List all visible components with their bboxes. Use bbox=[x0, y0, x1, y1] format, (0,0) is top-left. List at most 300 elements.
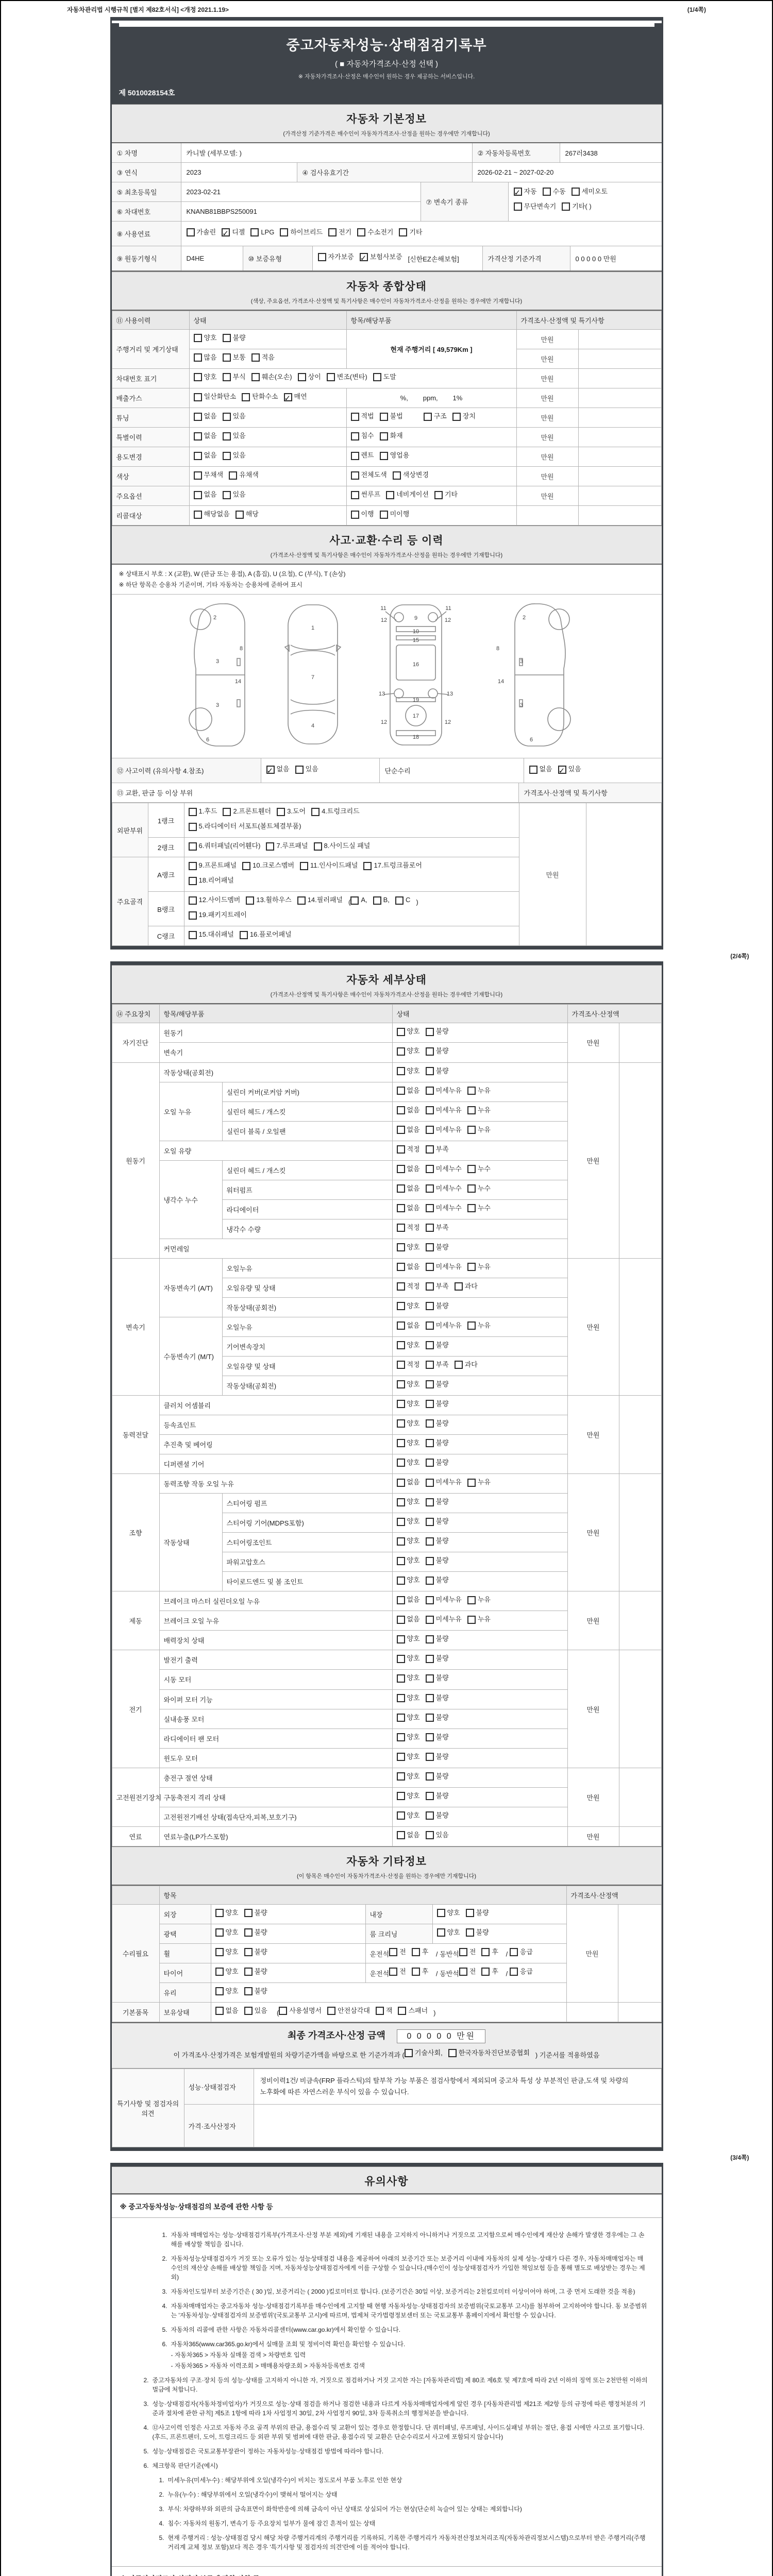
checkbox[interactable] bbox=[397, 1714, 405, 1722]
checkbox-label: 있음 bbox=[254, 2006, 267, 2014]
checkbox-line bbox=[397, 1496, 563, 1511]
checkbox-label: 없음 bbox=[407, 1831, 420, 1839]
checkbox[interactable] bbox=[240, 931, 248, 939]
checkbox-option bbox=[426, 1613, 462, 1626]
checkbox[interactable] bbox=[405, 2049, 413, 2057]
checkbox[interactable] bbox=[426, 1321, 434, 1330]
checkbox-label: 불량 bbox=[435, 1635, 449, 1643]
checkbox[interactable] bbox=[397, 1498, 405, 1506]
checkbox[interactable] bbox=[189, 862, 197, 870]
checkbox[interactable] bbox=[244, 1928, 253, 1937]
title-stripe bbox=[119, 23, 654, 27]
checkbox[interactable] bbox=[426, 1459, 434, 1467]
checkbox-label: 불량 bbox=[435, 1791, 449, 1800]
checkbox[interactable] bbox=[244, 1968, 253, 1976]
checkbox[interactable] bbox=[194, 353, 202, 362]
checkbox[interactable] bbox=[351, 413, 359, 421]
checkbox-line bbox=[266, 763, 324, 778]
checkbox[interactable] bbox=[426, 1694, 434, 1702]
checkbox[interactable] bbox=[300, 862, 308, 870]
checkbox[interactable] bbox=[350, 896, 359, 905]
notice-item bbox=[125, 2461, 648, 2470]
checkbox[interactable] bbox=[426, 1518, 434, 1526]
checkbox[interactable] bbox=[236, 511, 244, 519]
checkbox[interactable] bbox=[426, 1145, 434, 1154]
checkbox[interactable] bbox=[397, 1400, 405, 1408]
checkbox[interactable] bbox=[467, 1596, 476, 1604]
checkbox[interactable] bbox=[397, 1361, 405, 1369]
checkbox[interactable] bbox=[412, 1968, 420, 1976]
checkbox[interactable] bbox=[397, 1537, 405, 1546]
checkbox[interactable] bbox=[426, 1087, 434, 1095]
checkbox-line bbox=[215, 1946, 361, 1961]
checkbox[interactable] bbox=[297, 896, 306, 905]
checkbox-option bbox=[426, 1398, 449, 1411]
checkbox[interactable] bbox=[223, 452, 231, 460]
checkbox[interactable] bbox=[459, 1968, 467, 1976]
checkbox[interactable] bbox=[426, 1361, 434, 1369]
checkbox[interactable] bbox=[397, 1204, 405, 1212]
checkbox[interactable] bbox=[380, 511, 388, 519]
checkbox[interactable] bbox=[397, 1772, 405, 1781]
checkbox[interactable] bbox=[194, 511, 202, 519]
checkbox[interactable] bbox=[360, 253, 368, 261]
checkbox[interactable] bbox=[426, 1282, 434, 1291]
checkbox[interactable] bbox=[426, 1596, 434, 1604]
checkbox-option bbox=[397, 1613, 420, 1626]
checkbox[interactable] bbox=[189, 911, 197, 920]
checkbox[interactable] bbox=[194, 432, 202, 440]
checkbox[interactable] bbox=[397, 1184, 405, 1193]
status-cell bbox=[392, 1258, 567, 1278]
checkbox[interactable] bbox=[397, 1811, 405, 1820]
checkbox[interactable] bbox=[380, 413, 388, 421]
checkbox-label: 없음 bbox=[407, 1204, 420, 1212]
checkbox[interactable] bbox=[246, 896, 254, 905]
field-label-warranty-type: ⑩ 보증유형 bbox=[243, 246, 313, 270]
checkbox[interactable] bbox=[426, 1498, 434, 1506]
checkbox[interactable] bbox=[448, 2049, 457, 2057]
report-title-note: ※ 자동차가격조사·산정은 매수인이 원하는 경우 제공하는 서비스입니다. bbox=[298, 74, 475, 80]
checkbox[interactable] bbox=[194, 373, 202, 381]
checkbox[interactable] bbox=[357, 228, 365, 236]
checkbox[interactable] bbox=[426, 1831, 434, 1839]
checkbox[interactable] bbox=[397, 1243, 405, 1251]
checkbox-option bbox=[434, 488, 458, 501]
checkbox[interactable] bbox=[397, 1028, 405, 1036]
checkbox[interactable] bbox=[373, 896, 381, 905]
checkbox[interactable] bbox=[397, 1459, 405, 1467]
checkbox[interactable] bbox=[389, 1968, 397, 1976]
checkbox[interactable] bbox=[314, 842, 322, 851]
rank-row-1 bbox=[112, 803, 661, 838]
checkbox[interactable] bbox=[279, 2007, 287, 2015]
checkbox[interactable] bbox=[386, 491, 394, 499]
checkbox[interactable] bbox=[215, 1987, 224, 1995]
checkbox[interactable] bbox=[397, 1674, 405, 1683]
checkbox[interactable] bbox=[194, 452, 202, 460]
checkbox[interactable] bbox=[223, 334, 231, 342]
checkbox[interactable] bbox=[194, 491, 202, 499]
checkbox[interactable] bbox=[194, 471, 202, 480]
detail-state-table bbox=[112, 1004, 662, 1846]
checkbox[interactable] bbox=[397, 1321, 405, 1330]
checkbox[interactable] bbox=[393, 471, 401, 480]
notice-item-number: 6. bbox=[143, 2462, 149, 2470]
status-cell bbox=[392, 1101, 567, 1121]
checkbox[interactable] bbox=[426, 1439, 434, 1447]
checkbox[interactable] bbox=[351, 432, 359, 440]
checkbox[interactable] bbox=[251, 373, 260, 381]
checkbox[interactable] bbox=[242, 862, 250, 870]
checkbox-label: 해당없음 bbox=[204, 510, 230, 518]
checkbox-option bbox=[437, 1907, 460, 1920]
checkbox[interactable] bbox=[397, 1635, 405, 1643]
device-cell: 전기 bbox=[112, 1650, 159, 1768]
checkbox[interactable] bbox=[311, 808, 320, 816]
notice-item-text: 성능·상태점검은 국토교통부장관이 정하는 자동차성능·상태점검 방법에 따라야 합니다. bbox=[152, 2448, 384, 2455]
checkbox[interactable] bbox=[426, 1302, 434, 1310]
checkbox[interactable] bbox=[397, 1694, 405, 1702]
checkbox[interactable] bbox=[426, 1811, 434, 1820]
checkbox-label: 양호 bbox=[407, 1791, 420, 1800]
checkbox[interactable] bbox=[189, 842, 197, 851]
checkbox[interactable] bbox=[466, 1909, 474, 1917]
checkbox[interactable] bbox=[351, 491, 359, 499]
checkbox[interactable] bbox=[426, 1165, 434, 1173]
checkbox[interactable] bbox=[280, 228, 288, 236]
checkbox[interactable] bbox=[426, 1106, 434, 1114]
checkbox[interactable] bbox=[397, 1302, 405, 1310]
checkbox[interactable] bbox=[562, 202, 570, 211]
checkbox[interactable] bbox=[426, 1067, 434, 1075]
checkbox-line bbox=[189, 928, 515, 943]
checkbox[interactable] bbox=[426, 1380, 434, 1388]
checkbox[interactable] bbox=[459, 1948, 467, 1956]
checkbox[interactable] bbox=[397, 1282, 405, 1291]
checkbox-label: 양호 bbox=[225, 1967, 239, 1975]
checkbox[interactable] bbox=[426, 1616, 434, 1624]
notice-item bbox=[125, 2423, 648, 2442]
checkbox[interactable] bbox=[426, 1243, 434, 1251]
checkbox[interactable] bbox=[426, 1204, 434, 1212]
status-cell bbox=[392, 1748, 567, 1768]
checkbox[interactable] bbox=[189, 896, 197, 905]
item-cell: 실린더 커버(로커암 커버) bbox=[222, 1082, 392, 1101]
checkbox[interactable] bbox=[437, 1928, 445, 1937]
checkbox[interactable] bbox=[426, 1714, 434, 1722]
checkbox[interactable] bbox=[397, 1733, 405, 1741]
checkbox-label: 썬루프 bbox=[361, 490, 381, 499]
checkbox[interactable] bbox=[215, 1909, 224, 1917]
checkbox[interactable] bbox=[452, 413, 461, 421]
checkbox-option bbox=[194, 410, 217, 423]
checkbox[interactable] bbox=[455, 1282, 463, 1291]
checkbox[interactable] bbox=[467, 1616, 476, 1624]
checkbox[interactable] bbox=[395, 896, 404, 905]
checkbox[interactable] bbox=[223, 373, 231, 381]
checkbox[interactable] bbox=[397, 1047, 405, 1056]
interior-options bbox=[432, 1904, 566, 1924]
status-cell bbox=[392, 1650, 567, 1670]
checkbox[interactable] bbox=[437, 1909, 445, 1917]
checkbox-label: 불량 bbox=[435, 1066, 449, 1075]
notice-item bbox=[125, 2447, 648, 2456]
checkbox[interactable] bbox=[397, 1557, 405, 1565]
checkbox-option bbox=[194, 469, 224, 482]
checkbox[interactable] bbox=[397, 1165, 405, 1173]
checkbox[interactable] bbox=[363, 862, 372, 870]
checkbox[interactable] bbox=[481, 1948, 490, 1956]
checkbox[interactable] bbox=[426, 1224, 434, 1232]
checkbox[interactable] bbox=[397, 1419, 405, 1428]
checkbox[interactable] bbox=[426, 1635, 434, 1643]
checkbox-option bbox=[426, 1456, 449, 1469]
checkbox[interactable] bbox=[284, 393, 292, 401]
checkbox[interactable] bbox=[397, 1577, 405, 1585]
checkbox[interactable] bbox=[426, 1577, 434, 1585]
checkbox-option bbox=[351, 469, 387, 482]
checkbox[interactable] bbox=[434, 491, 443, 499]
checkbox[interactable] bbox=[244, 1987, 253, 1995]
checkbox[interactable] bbox=[426, 1419, 434, 1428]
checkbox[interactable] bbox=[397, 1087, 405, 1095]
checkbox[interactable] bbox=[426, 1341, 434, 1349]
checkbox-option bbox=[266, 840, 308, 853]
checkbox[interactable] bbox=[328, 228, 337, 236]
checkbox-line bbox=[189, 820, 515, 835]
checkbox[interactable] bbox=[327, 373, 335, 381]
checkbox[interactable] bbox=[426, 1047, 434, 1056]
checkbox[interactable] bbox=[318, 253, 326, 261]
emission-options bbox=[189, 388, 346, 408]
checkbox-option bbox=[300, 859, 358, 872]
checkbox[interactable] bbox=[426, 1674, 434, 1683]
checkbox[interactable] bbox=[467, 1165, 476, 1173]
checkbox[interactable] bbox=[510, 1968, 518, 1976]
checkbox[interactable] bbox=[426, 1733, 434, 1741]
checkbox[interactable] bbox=[251, 353, 260, 362]
checkbox[interactable] bbox=[426, 1263, 434, 1271]
checkbox[interactable] bbox=[194, 334, 202, 342]
checkbox[interactable] bbox=[467, 1321, 476, 1330]
checkbox[interactable] bbox=[222, 228, 230, 236]
section-detail-title: 자동차 세부상태 bbox=[346, 974, 427, 987]
state-code-legend: ※ 상태표시 부호 : X (교환), W (판금 또는 용접), A (흠집), U (요철), C (부식), T (손상) bbox=[119, 570, 346, 578]
checkbox-label: 사용설명서 bbox=[289, 2006, 322, 2014]
checkbox-label: 미세누유 bbox=[435, 1086, 462, 1094]
checkbox-label: 기술사회, bbox=[414, 2048, 443, 2057]
checkbox-option bbox=[467, 1202, 491, 1215]
checkbox[interactable] bbox=[412, 1948, 420, 1956]
checkbox[interactable] bbox=[266, 842, 274, 851]
checkbox[interactable] bbox=[514, 188, 522, 196]
checkbox[interactable] bbox=[215, 1968, 224, 1976]
checkbox-option bbox=[455, 1359, 478, 1371]
checkbox[interactable] bbox=[215, 2007, 224, 2015]
checkbox[interactable] bbox=[244, 1948, 253, 1956]
checkbox[interactable] bbox=[397, 1479, 405, 1487]
checkbox[interactable] bbox=[426, 1537, 434, 1546]
checkbox-option bbox=[189, 805, 217, 818]
checkbox[interactable] bbox=[397, 1596, 405, 1604]
checkbox[interactable] bbox=[397, 1655, 405, 1663]
checkbox[interactable] bbox=[189, 808, 197, 816]
checkbox[interactable] bbox=[351, 471, 359, 480]
checkbox[interactable] bbox=[351, 511, 359, 519]
checkbox-label: 적정 bbox=[407, 1282, 420, 1290]
checkbox[interactable] bbox=[467, 1204, 476, 1212]
checkbox-label: 안전삼각대 bbox=[338, 2006, 370, 2014]
checkbox[interactable] bbox=[455, 1361, 463, 1369]
checkbox[interactable] bbox=[426, 1184, 434, 1193]
checkbox-label: A, bbox=[361, 896, 367, 904]
checkbox[interactable] bbox=[543, 188, 551, 196]
vin-value: KNANB81BBPS250091 bbox=[181, 202, 421, 221]
basic-row-reg-vin-trans bbox=[112, 182, 662, 222]
notice-item-text: 자동차 매매업자는 성능·상태점검기록부(가격조사·산정 부분 제외)에 기재된 내용을 고지하지 아니하거나 거짓으로 고지함으로써 매수인에게 재산상 손해가 발생한 경우에는 그 손해를 배상할 책임을 집니다. bbox=[171, 2231, 645, 2248]
checkbox[interactable] bbox=[373, 373, 381, 381]
checkbox-option bbox=[380, 449, 410, 462]
checkbox-line bbox=[397, 1633, 563, 1648]
checkbox-option bbox=[215, 1926, 239, 1939]
checkbox[interactable] bbox=[572, 188, 580, 196]
checkbox[interactable] bbox=[426, 1557, 434, 1565]
checkbox[interactable] bbox=[467, 1087, 476, 1095]
checkbox-option bbox=[397, 1378, 420, 1391]
checkbox[interactable] bbox=[194, 413, 202, 421]
checkbox[interactable] bbox=[426, 1772, 434, 1781]
checkbox[interactable] bbox=[467, 1106, 476, 1114]
checkbox[interactable] bbox=[187, 228, 195, 236]
checkbox[interactable] bbox=[514, 202, 522, 211]
checkbox-label: 없음 bbox=[204, 451, 217, 460]
checkbox[interactable] bbox=[398, 2007, 406, 2015]
checkbox[interactable] bbox=[426, 1655, 434, 1663]
checkbox[interactable] bbox=[397, 1616, 405, 1624]
checkbox[interactable] bbox=[389, 1948, 397, 1956]
row-vin-marking bbox=[112, 369, 661, 388]
checkbox[interactable] bbox=[223, 491, 231, 499]
checkbox[interactable] bbox=[397, 1439, 405, 1447]
checkbox[interactable] bbox=[397, 1518, 405, 1526]
checkbox[interactable] bbox=[424, 413, 432, 421]
checkbox[interactable] bbox=[467, 1479, 476, 1487]
checkbox[interactable] bbox=[189, 823, 197, 831]
checkbox[interactable] bbox=[397, 1753, 405, 1761]
checkbox-option bbox=[426, 1515, 449, 1528]
checkbox-option bbox=[426, 1084, 462, 1097]
checkbox[interactable] bbox=[426, 1479, 434, 1487]
checkbox[interactable] bbox=[399, 228, 407, 236]
diagram-part-number: 3 bbox=[215, 658, 219, 665]
checkbox[interactable] bbox=[380, 432, 388, 440]
checkbox[interactable] bbox=[376, 2007, 384, 2015]
checkbox[interactable] bbox=[558, 766, 566, 774]
checkbox[interactable] bbox=[244, 2007, 253, 2015]
checkbox[interactable] bbox=[327, 2007, 335, 2015]
section-etc-header bbox=[112, 1846, 662, 1886]
checkbox[interactable] bbox=[397, 1126, 405, 1134]
checkbox[interactable] bbox=[215, 1948, 224, 1956]
checkbox[interactable] bbox=[467, 1126, 476, 1134]
etc-col-price: 가격조사·산정액 bbox=[566, 1886, 661, 1904]
checkbox[interactable] bbox=[466, 1928, 474, 1937]
checkbox[interactable] bbox=[242, 393, 250, 401]
field-label-vin: ⑥ 차대번호 bbox=[112, 202, 181, 221]
checkbox[interactable] bbox=[397, 1106, 405, 1114]
checkbox-label: 기타 bbox=[444, 490, 458, 499]
vin-marking-options bbox=[189, 369, 516, 388]
appraiser-label: 가격·조사산정자 bbox=[184, 2105, 254, 2147]
note-cell bbox=[619, 1258, 661, 1395]
checkbox[interactable] bbox=[529, 766, 537, 774]
checkbox[interactable] bbox=[397, 1792, 405, 1800]
checkbox[interactable] bbox=[277, 808, 285, 816]
checkbox-option bbox=[426, 1829, 449, 1842]
checkbox[interactable] bbox=[223, 413, 231, 421]
checkbox[interactable] bbox=[397, 1067, 405, 1075]
item-cell: 오일유량 및 상태 bbox=[222, 1278, 392, 1297]
checkbox[interactable] bbox=[397, 1224, 405, 1232]
checkbox-label: 전 bbox=[399, 1967, 406, 1975]
checkbox[interactable] bbox=[351, 452, 359, 460]
checkbox[interactable] bbox=[215, 1928, 224, 1937]
checkbox[interactable] bbox=[397, 1831, 405, 1839]
checkbox[interactable] bbox=[189, 877, 197, 885]
section-basic-title: 자동차 기본정보 bbox=[346, 113, 427, 125]
checkbox[interactable] bbox=[295, 766, 304, 774]
checkbox[interactable] bbox=[298, 373, 306, 381]
checkbox[interactable] bbox=[397, 1341, 405, 1349]
checkbox[interactable] bbox=[481, 1968, 490, 1976]
row-color bbox=[112, 467, 661, 486]
checkbox[interactable] bbox=[426, 1126, 434, 1134]
section-notice-title: 유의사항 bbox=[364, 2176, 409, 2188]
checkbox[interactable] bbox=[426, 1028, 434, 1036]
checkbox-option bbox=[215, 1907, 239, 1920]
checkbox[interactable] bbox=[397, 1380, 405, 1388]
checkbox[interactable] bbox=[223, 353, 231, 362]
checkbox-line bbox=[397, 1829, 563, 1844]
checkbox[interactable] bbox=[223, 808, 231, 816]
checkbox-label: 부족 bbox=[435, 1360, 449, 1368]
checkbox[interactable] bbox=[510, 1948, 518, 1956]
checkbox-line bbox=[370, 1946, 562, 1961]
checkbox[interactable] bbox=[426, 1792, 434, 1800]
checkbox[interactable] bbox=[467, 1263, 476, 1271]
checkbox[interactable] bbox=[397, 1145, 405, 1154]
checkbox[interactable] bbox=[244, 1909, 253, 1917]
checkbox[interactable] bbox=[189, 931, 197, 939]
checkbox[interactable] bbox=[397, 1263, 405, 1271]
checkbox[interactable] bbox=[467, 1184, 476, 1193]
rankA-options bbox=[184, 857, 519, 892]
checkbox[interactable] bbox=[380, 452, 388, 460]
checkbox-label: 양호 bbox=[225, 1987, 239, 1995]
checkbox[interactable] bbox=[250, 228, 259, 236]
item-cell: 라디에이터 팬 모터 bbox=[159, 1728, 392, 1748]
checkbox[interactable] bbox=[223, 432, 231, 440]
checkbox[interactable] bbox=[266, 766, 275, 774]
diagram-part-number: 17 bbox=[412, 713, 419, 720]
checkbox[interactable] bbox=[426, 1753, 434, 1761]
checkbox[interactable] bbox=[194, 393, 202, 401]
checkbox[interactable] bbox=[229, 471, 237, 480]
section-accident-header bbox=[112, 526, 662, 565]
checkbox[interactable] bbox=[426, 1400, 434, 1408]
diagram-part-number: 18 bbox=[412, 734, 419, 741]
